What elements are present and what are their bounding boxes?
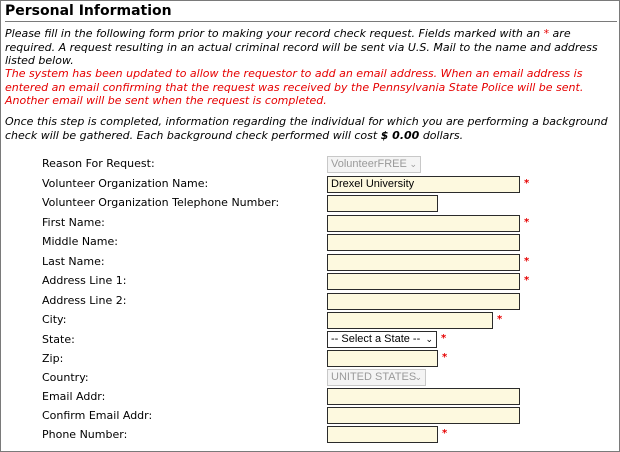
vol-org-input[interactable]: Drexel University — [327, 176, 520, 193]
cost-text-end: dollars. — [419, 128, 464, 142]
phone-input[interactable] — [327, 426, 438, 443]
state-label: State: — [42, 333, 75, 346]
country-label: Country: — [42, 371, 89, 384]
middle-name-input[interactable] — [327, 234, 520, 251]
vol-org-label: Volunteer Organization Name: — [42, 177, 209, 190]
cost-amount: $ 0.00 — [380, 128, 420, 142]
city-input[interactable] — [327, 312, 493, 329]
reason-select-value: VolunteerFREE — [331, 158, 407, 170]
confirm-email-input[interactable] — [327, 407, 520, 424]
chevron-down-icon: ⌄ — [425, 334, 433, 344]
address1-label: Address Line 1: — [42, 274, 127, 287]
city-label: City: — [42, 313, 67, 326]
intro-text-end: are required. A request resulting in an actual criminal record will be sent via U.S. Mail to the name and address listed below. — [5, 27, 598, 67]
state-select-value: -- Select a State -- — [331, 333, 421, 345]
chevron-down-icon: ⌄ — [409, 159, 417, 169]
first-name-label: First Name: — [42, 216, 105, 229]
vol-phone-input[interactable] — [327, 195, 438, 212]
cost-notice — [5, 115, 613, 142]
cost-text-start: Once this step is completed, information regarding the individual for which you are performing a background check will be gathered. Each background check performed will cost — [5, 115, 608, 142]
country-select-value: UNITED STATES — [331, 371, 417, 383]
zip-label: Zip: — [42, 352, 64, 365]
country-select[interactable] — [327, 369, 426, 386]
last-name-label: Last Name: — [42, 255, 105, 268]
required-mark: * — [524, 275, 530, 286]
required-mark: * — [442, 428, 448, 439]
confirm-email-label: Confirm Email Addr: — [42, 409, 153, 422]
reason-label: Reason For Request: — [42, 157, 155, 170]
middle-name-label: Middle Name: — [42, 235, 118, 248]
required-mark: * — [524, 178, 530, 189]
email-input[interactable] — [327, 388, 520, 405]
email-label: Email Addr: — [42, 390, 106, 403]
reason-select[interactable] — [327, 156, 421, 173]
required-star-inline: * — [543, 27, 550, 40]
address1-input[interactable] — [327, 273, 520, 290]
vol-phone-label: Volunteer Organization Telephone Number: — [42, 196, 280, 209]
first-name-input[interactable] — [327, 215, 520, 232]
required-mark: * — [524, 217, 530, 228]
last-name-input[interactable] — [327, 254, 520, 271]
chevron-down-icon: ⌄ — [414, 372, 422, 382]
intro-text-start: Please fill in the following form prior to making your record check request. Fields marked with an — [5, 27, 544, 40]
required-mark: * — [442, 352, 448, 363]
required-mark: * — [524, 256, 530, 267]
page-title: Personal Information — [5, 1, 617, 22]
required-mark: * — [497, 314, 503, 325]
state-select[interactable] — [327, 331, 437, 348]
address2-label: Address Line 2: — [42, 294, 127, 307]
required-mark: * — [441, 333, 447, 344]
address2-input[interactable] — [327, 293, 520, 310]
email-notice: The system has been updated to allow the requestor to add an email address. When an email address is entered an email confirming that the request was received by the Pennsylvania State Police will be sent. Another email will be sent when the request is completed. — [5, 67, 584, 107]
zip-input[interactable] — [327, 350, 438, 367]
intro-instructions — [5, 27, 613, 68]
phone-label: Phone Number: — [42, 428, 128, 441]
